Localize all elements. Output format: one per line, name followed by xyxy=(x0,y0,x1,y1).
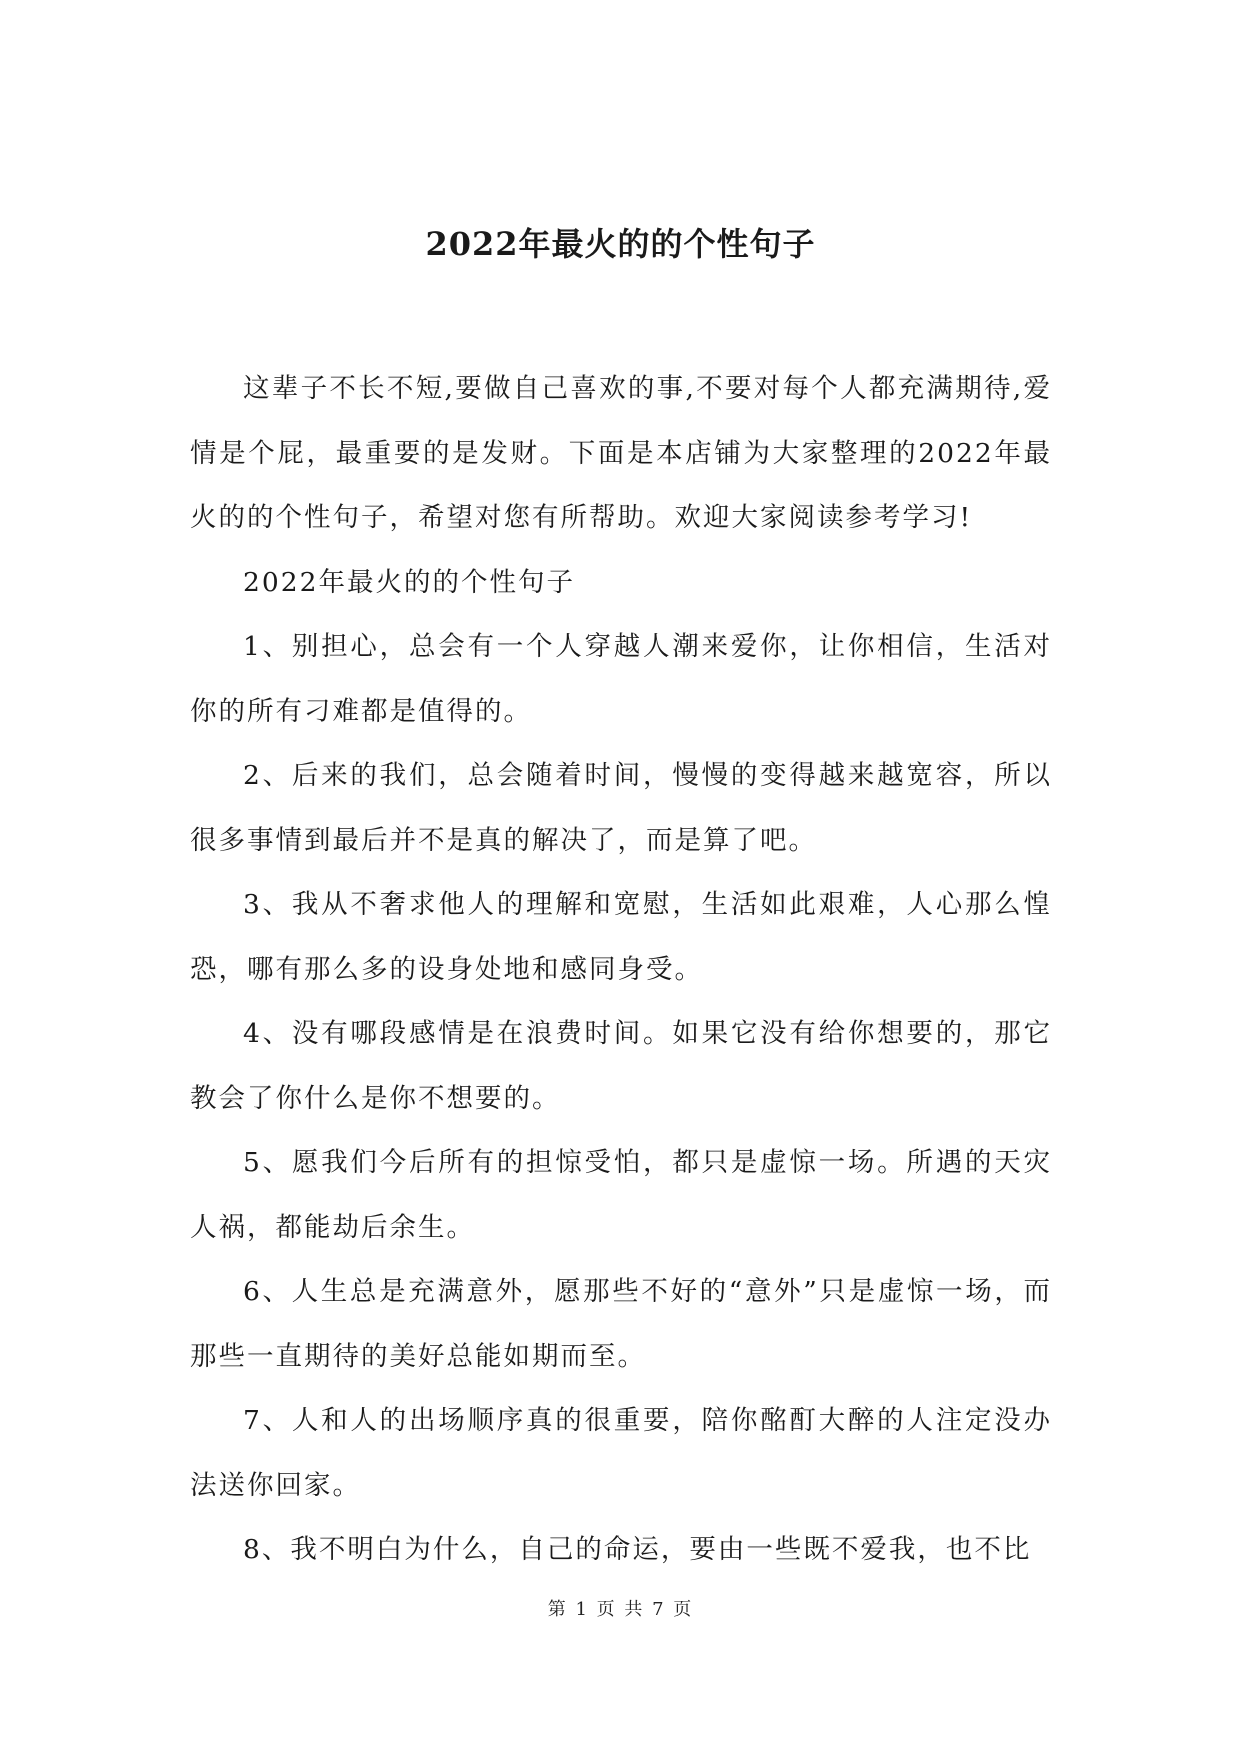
list-item: 4、没有哪段感情是在浪费时间。如果它没有给你想要的，那它教会了你什么是你不想要的。 xyxy=(190,1018,1052,1114)
list-item: 6、人生总是充满意外，愿那些不好的“意外”只是虚惊一场，而那些一直期待的美好总能如期而至。 xyxy=(190,1276,1052,1372)
list-item: 2、后来的我们，总会随着时间，慢慢的变得越来越宽容，所以很多事情到最后并不是真的解决了，而是算了吧。 xyxy=(190,760,1052,856)
page-number: 第 1 页 共 7 页 xyxy=(547,1599,694,1620)
list-item: 8、我不明白为什么，自己的命运，要由一些既不爱我，也不比 xyxy=(243,1534,1032,1565)
list-item: 3、我从不奢求他人的理解和宽慰，生活如此艰难，人心那么惶恐，哪有那么多的设身处地和感同身受。 xyxy=(190,889,1052,985)
document-title: 2022年最火的的个性句子 xyxy=(425,225,816,263)
list-item: 1、别担心，总会有一个人穿越人潮来爱你，让你相信，生活对你的所有刁难都是值得的。 xyxy=(190,631,1052,727)
list-item: 5、愿我们今后所有的担惊受怕，都只是虚惊一场。所遇的天灾人祸，都能劫后余生。 xyxy=(190,1147,1052,1243)
list-item: 7、人和人的出场顺序真的很重要，陪你酩酊大醉的人注定没办法送你回家。 xyxy=(190,1405,1052,1501)
document-body xyxy=(190,357,1052,1583)
intro-paragraph: 这辈子不长不短,要做自己喜欢的事,不要对每个人都充满期待,爱情是个屁，最重要的是发财。下面是本店铺为大家整理的2022年最火的的个性句子，希望对您有所帮助。欢迎大家阅读参考学习! xyxy=(190,373,1052,533)
section-heading: 2022年最火的的个性句子 xyxy=(243,566,575,598)
